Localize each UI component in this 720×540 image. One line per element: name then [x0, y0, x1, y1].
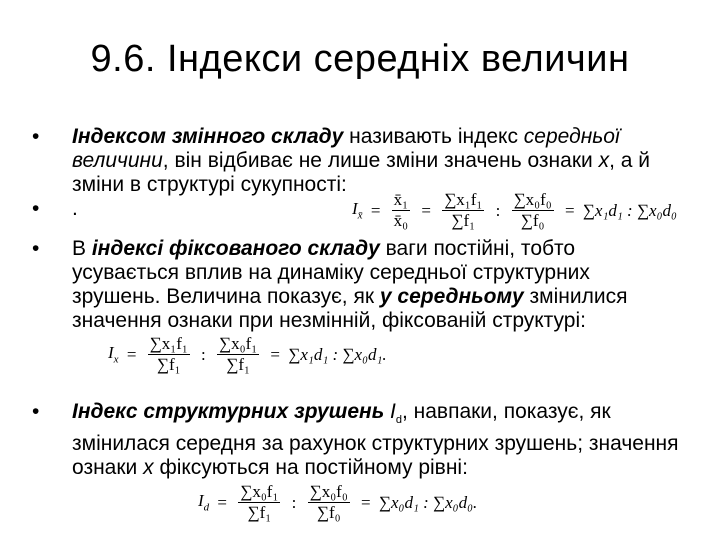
fraction: $\frac{\text{∑x₀f₁}}{\text{∑f₁}}$: [219, 334, 258, 374]
fraction: $\frac{\text{∑x₁f₁}}{\text{∑f₁}}$: [149, 334, 188, 374]
text-emphasis: у середньому: [379, 285, 524, 308]
equals-sign: =: [217, 492, 228, 512]
bullet-text: [72, 237, 682, 333]
formula-rhs: ∑x₀d₁ : ∑x₀d₀.: [378, 492, 478, 512]
term-fixed-composition: індексі фіксованого складу: [91, 237, 380, 260]
term-variable-composition: Індексом змінного складу: [72, 125, 344, 148]
fraction: $\frac{\text{∑x₀f₀}}{\text{∑f₀}}$: [513, 190, 552, 230]
bullet-variable-composition: [32, 125, 682, 197]
text-segment: ваги постійні, тобто усувається вплив на динаміку середньої структурних зрушень. Величина показує, як: [72, 237, 590, 308]
bullet-marker: •: [32, 197, 40, 220]
equals-sign: =: [370, 200, 381, 220]
bullet-marker: •: [32, 237, 40, 260]
text-segment: , він відбиває не лише зміни значень ознаки: [162, 149, 599, 172]
text-emphasis: I: [384, 400, 396, 423]
bullet-empty: [32, 197, 682, 221]
equals-sign: =: [564, 200, 575, 220]
bullet-fixed-composition: [32, 237, 682, 337]
fraction: $\frac{\text{∑x₁f₁}}{\text{∑f₁}}$: [444, 190, 483, 230]
text-emphasis: x: [598, 149, 610, 172]
bullet-text: [72, 125, 682, 197]
colon: :: [291, 492, 297, 512]
equals-sign: =: [270, 344, 281, 364]
formula-lhs: $I_{x̄}$: [352, 199, 363, 222]
bullet-marker: •: [32, 125, 40, 148]
text-segment: , а й зміни в структурі сукупності:: [72, 149, 651, 196]
bullet-marker: •: [32, 400, 40, 423]
fraction: $\frac{\text{x̄₁}}{\text{x̄₀}}$: [393, 190, 409, 230]
formula-fixed-composition: [108, 334, 387, 375]
slide-title: 9.6. Індекси середніх величин: [90, 38, 630, 80]
subscript: d: [395, 414, 402, 427]
fraction: $\frac{\text{∑x₀f₁}}{\text{∑f₁}}$: [240, 482, 279, 522]
term-structural-shifts: Індекс структурних зрушень: [72, 400, 385, 423]
text-segment: В: [72, 237, 92, 260]
formula-lhs: $I_d$: [198, 491, 210, 514]
text-emphasis: середньої величини: [72, 125, 620, 172]
text-segment: , навпаки, показує, як змінилася середня за рахунок структурних зрушень; значення ознаки: [72, 400, 679, 480]
fraction: $\frac{\text{∑x₀f₀}}{\text{∑f₀}}$: [309, 482, 348, 522]
equals-sign: =: [126, 344, 137, 364]
bullet-text: [72, 400, 682, 480]
formula-lhs: $I_x$: [108, 343, 119, 366]
text-segment: змінилися значення ознаки при незмінній, фіксованій структурі:: [72, 285, 628, 332]
text-emphasis: х: [143, 456, 154, 480]
text-segment: називають індекс: [343, 125, 524, 148]
text-segment: фіксуються на постійному рівні:: [153, 456, 468, 480]
formula-rhs: ∑x₁d₁ : ∑x₀d₁.: [288, 344, 387, 364]
equals-sign: =: [361, 492, 371, 512]
formula-structural-shifts: [198, 482, 477, 523]
colon: :: [495, 200, 501, 220]
formula-rhs: ∑x₁d₁ : ∑x₀d₀: [582, 200, 677, 220]
colon: :: [201, 344, 206, 364]
equals-sign: =: [421, 200, 431, 220]
bullet-structural-shifts: [32, 400, 682, 480]
bullet-text: .: [72, 197, 78, 220]
